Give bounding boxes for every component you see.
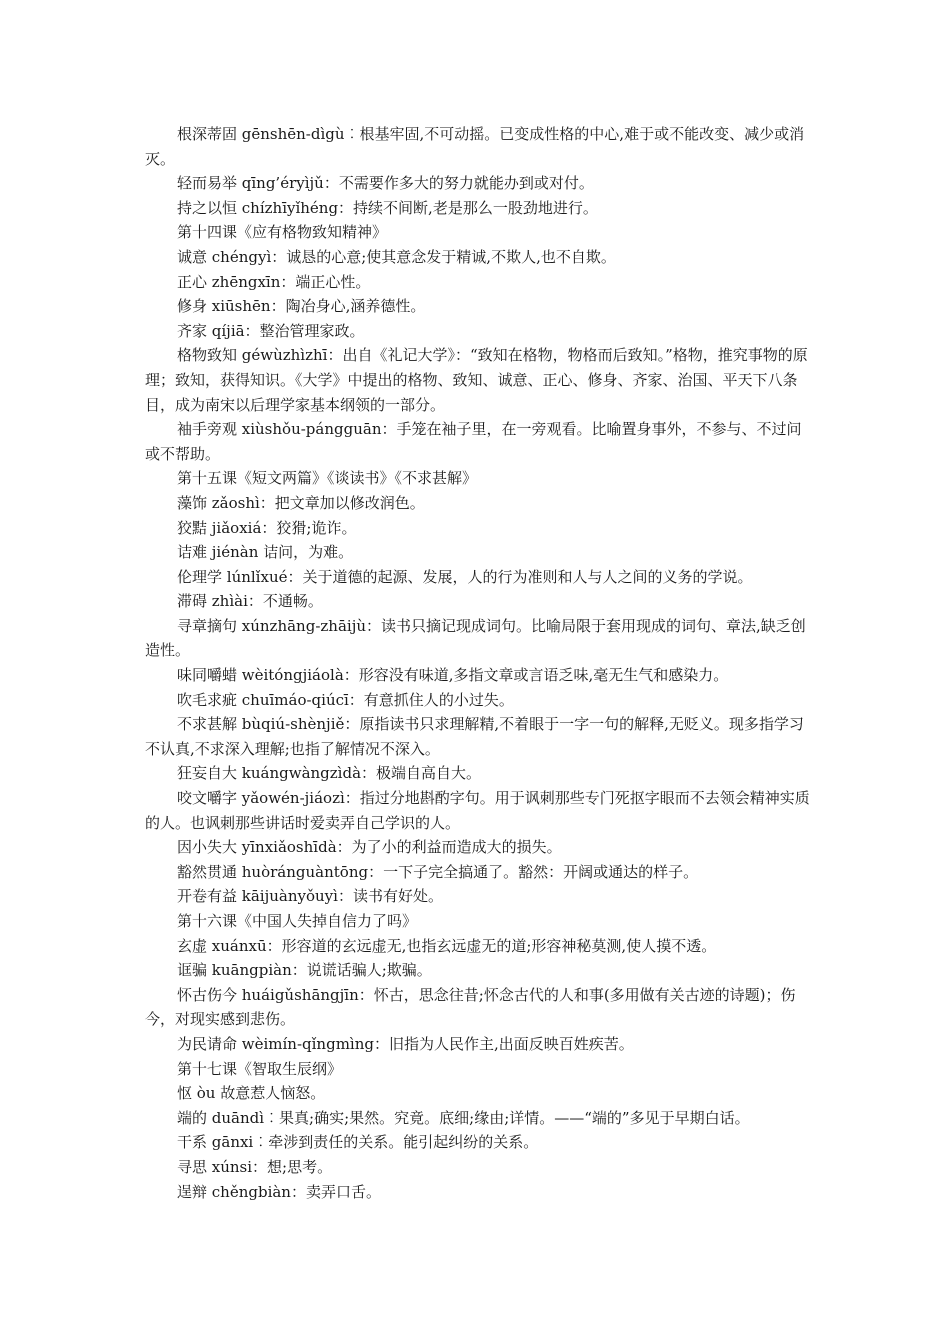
entry-chengyi: 诚意 chéngyì：诚恳的心意;使其意念发于精诚,不欺人,也不自欺。 bbox=[177, 247, 616, 266]
entry-yaowenjiaozi: 咬文嚼字 yǎowén-jiáozì：指过分地斟酌字句。用于讽刺那些专门死抠字眼而不去领会精神实质的人。也讽刺那些讲话时爱卖弄自己学识的人。 bbox=[145, 789, 810, 832]
entry-kuangwangzida: 狂妄自大 kuángwàngzìdà：极端自高自大。 bbox=[177, 764, 482, 783]
lesson-17-heading: 第十七课《智取生辰纲》 bbox=[177, 1059, 343, 1078]
entry-jienan: 诘难 jiénàn 诘问，为难。 bbox=[177, 543, 354, 562]
entry-gewuzhizhi: 格物致知 géwùzhìzhī：出自《礼记大学》：“致知在格物，物格而后致知。”格物，推究事物的原理；致知，获得知识。《大学》中提出的格物、致知、诚意、正心、修身、齐家、治国、平天下八条目，成为南宋以后理学家基本纲领的一部分。 bbox=[145, 346, 808, 414]
entry-chuimaoqiuci: 吹毛求疵 chuīmáo-qiúcī：有意抓住人的小过失。 bbox=[177, 690, 514, 709]
entry-yinxiaoshida: 因小失大 yīnxiǎoshīdà：为了小的利益而造成大的损失。 bbox=[177, 838, 562, 857]
entry-zaoshi: 藻饰 zǎoshì：把文章加以修改润色。 bbox=[177, 493, 425, 512]
entry-weitongjiaola: 味同嚼蜡 wèitóngjiáolà：形容没有味道,多指文章或言语乏味,毫无生气和感染力。 bbox=[177, 666, 729, 685]
lesson-14-heading: 第十四课《应有格物致知精神》 bbox=[177, 223, 388, 242]
entry-jiaoxia: 狡黠 jiǎoxiá：狡猾;诡诈。 bbox=[177, 518, 357, 537]
entry-ganxi: 干系 gānxi︰牵涉到责任的关系。能引起纠纷的关系。 bbox=[177, 1133, 539, 1152]
entry-zhengxin: 正心 zhēngxīn：端正心性。 bbox=[177, 272, 371, 291]
entry-xunsi: 寻思 xúnsi：想;思考。 bbox=[177, 1157, 333, 1176]
entry-zhiai: 滞碍 zhìài：不通畅。 bbox=[177, 592, 323, 611]
entry-weiminqingming: 为民请命 wèimín-qǐngmìng：旧指为人民作主,出面反映百姓疾苦。 bbox=[177, 1034, 634, 1053]
entry-buqiushenjie: 不求甚解 bùqiú-shènjiě：原指读书只求理解精,不着眼于一字一句的解释,无贬义。现多指学习不认真,不求深入理解;也指了解情况不深入。 bbox=[145, 715, 804, 758]
entry-kaijuanyouyi: 开卷有益 kāijuànyǒuyì：读书有好处。 bbox=[177, 887, 443, 906]
entry-ou: 怄 òu 故意惹人恼怒。 bbox=[177, 1084, 326, 1103]
entry-kuangpian: 诓骗 kuāngpiàn：说谎话骗人;欺骗。 bbox=[177, 961, 432, 980]
entry-duandi: 端的 duāndì︰果真;确实;果然。究竟。底细;缘由;详情。——“端的”多见于早期白话。 bbox=[177, 1108, 750, 1127]
entry-lunlixue: 伦理学 lúnlǐxué：关于道德的起源、发展，人的行为准则和人与人之间的义务的学说。 bbox=[177, 567, 753, 586]
entry-chengbian: 逞辩 chěngbiàn：卖弄口舌。 bbox=[177, 1182, 381, 1201]
entry-xuanxu: 玄虚 xuánxū：形容道的玄远虚无,也指玄远虚无的道;形容神秘莫测,使人摸不透。 bbox=[177, 936, 717, 955]
lesson-15-heading: 第十五课《短文两篇》《谈读书》《不求甚解》 bbox=[177, 469, 478, 488]
entry-xiushoupangguan: 袖手旁观 xiùshǒu-pángguān：手笼在袖子里，在一旁观看。比喻置身事外，不参与、不过问或不帮助。 bbox=[145, 420, 802, 463]
entry-xiushen: 修身 xiūshēn：陶冶身心,涵养德性。 bbox=[177, 297, 426, 316]
entry-qijia: 齐家 qíjiā：整治管理家政。 bbox=[177, 321, 365, 340]
entry-qingeryiju: 轻而易举 qīng’éryìjǔ：不需要作多大的努力就能办到或对付。 bbox=[177, 174, 594, 193]
entry-genshendigu: 根深蒂固 gēnshēn-dìgù︰根基牢固,不可动摇。已变成性格的中心,难于或不能改变、减少或消灭。 bbox=[145, 125, 805, 168]
entry-chizhiyiheng: 持之以恒 chízhīyǐhéng：持续不间断,老是那么一股劲地进行。 bbox=[177, 198, 598, 217]
entry-xunzhangzhaiju: 寻章摘句 xúnzhāng-zhāijù：读书只摘记现成词句。比喻局限于套用现成的词句、章法,缺乏创造性。 bbox=[145, 616, 806, 660]
entry-huaigushangjin: 怀古伤今 huáigǔshāngjīn：怀古，思念往昔;怀念古代的人和事(多用做有关古迹的诗题)；伤今，对现实感到悲伤。 bbox=[145, 985, 796, 1029]
lesson-16-heading: 第十六课《中国人失掉自信力了吗》 bbox=[177, 912, 418, 930]
entry-huoranguantong: 豁然贯通 huòránguàntōng：一下子完全搞通了。豁然：开阔或通达的样子。 bbox=[177, 862, 699, 881]
document-body bbox=[145, 122, 815, 1204]
